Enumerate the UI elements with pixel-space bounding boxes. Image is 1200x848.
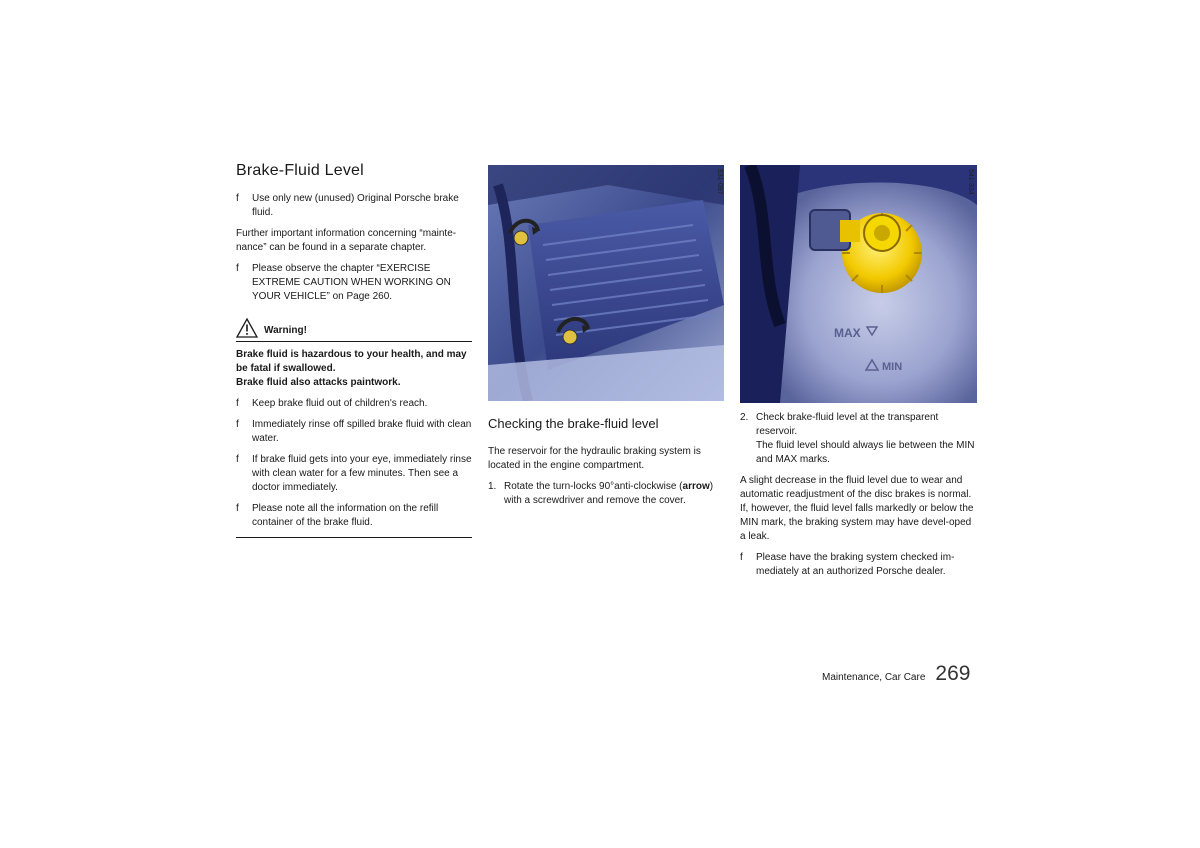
warning-label: Warning! xyxy=(264,325,307,336)
reservoir-illustration xyxy=(740,165,977,403)
bullet-marker: f xyxy=(236,454,239,465)
bullet-text: Immediately rinse off spilled brake fluid with clean water. xyxy=(252,419,472,444)
reservoir-photo xyxy=(740,165,977,403)
step-number: 1. xyxy=(488,481,497,492)
max-mark: MAX xyxy=(834,326,861,340)
warning-text xyxy=(236,348,472,390)
step-text: The fluid level should always lie between the MIN and MAX marks. xyxy=(756,440,975,465)
list-item xyxy=(740,551,977,579)
engine-cover-illustration xyxy=(488,165,724,401)
list-item xyxy=(236,502,472,530)
warning-line: Brake fluid also attacks paintwork. xyxy=(236,377,401,388)
list-item xyxy=(236,397,472,411)
page-number: 269 xyxy=(935,662,971,685)
column-middle xyxy=(488,165,724,515)
photo-code: 541-334 xyxy=(967,169,974,195)
min-mark: MIN xyxy=(882,361,903,373)
warning-line: Brake fluid is hazardous to your health, and may be fatal if swallowed. xyxy=(236,349,467,374)
step-text: Check brake-fluid level at the transparent reservoir. xyxy=(756,412,939,437)
bullet-marker: f xyxy=(236,398,239,409)
bullet-text: Please observe the chapter “EXERCISE EXTREME CAUTION WHEN WORKING ON YOUR VEHICLE” on Page 260. xyxy=(252,263,451,302)
bullet-text: Keep brake fluid out of children's reach. xyxy=(252,398,428,409)
list-item xyxy=(488,480,724,508)
page-title: Brake-Fluid Level xyxy=(236,162,364,179)
step-text-part: ) with a screwdriver and remove the cover. xyxy=(504,481,714,506)
bullet-text: Please note all the information on the refill container of the brake fluid. xyxy=(252,503,439,528)
engine-cover-photo xyxy=(488,165,724,401)
warning-icon xyxy=(236,318,258,338)
paragraph: A slight decrease in the fluid level due to wear and automatic readjustment of the disc brakes is normal. xyxy=(740,475,972,500)
bullet-marker: f xyxy=(236,503,239,514)
paragraph: Further important information concerning “mainte-nance” can be found in a separate chapter. xyxy=(236,228,457,253)
paragraph: If, however, the fluid level falls markedly or below the MIN mark, the braking system may have devel-oped a leak. xyxy=(740,503,974,542)
step-number: 2. xyxy=(740,412,749,423)
photo-code: 531-097 xyxy=(716,169,723,195)
step-text-bold: arrow xyxy=(682,481,710,492)
bullet-marker: f xyxy=(236,419,239,430)
bullet-marker: f xyxy=(740,552,743,563)
step-text xyxy=(504,481,713,506)
list-item xyxy=(236,192,472,220)
section-subtitle: Checking the brake-fluid level xyxy=(488,416,659,431)
column-left xyxy=(236,160,472,538)
step-text-part: Rotate the turn-locks 90°anti-clockwise ( xyxy=(504,481,683,492)
bullet-marker: f xyxy=(236,193,239,204)
page-footer xyxy=(822,662,970,686)
bullet-text: If brake fluid gets into your eye, immediately rinse with clean water for a few minutes. Then see a doctor immediately. xyxy=(252,454,472,493)
paragraph: The reservoir for the hydraulic braking system is located in the engine compartment. xyxy=(488,446,701,471)
bullet-marker: f xyxy=(236,263,239,274)
section-name: Maintenance, Car Care xyxy=(822,672,926,683)
warning-heading xyxy=(236,314,472,342)
column-right xyxy=(740,165,977,586)
bullet-text: Please have the braking system checked im-mediately at an authorized Porsche dealer. xyxy=(756,552,955,577)
list-item xyxy=(236,262,472,304)
section-end-rule xyxy=(236,537,472,538)
list-item xyxy=(236,453,472,495)
list-item xyxy=(740,411,977,467)
bullet-text: Use only new (unused) Original Porsche brake fluid. xyxy=(252,193,459,218)
list-item xyxy=(236,418,472,446)
